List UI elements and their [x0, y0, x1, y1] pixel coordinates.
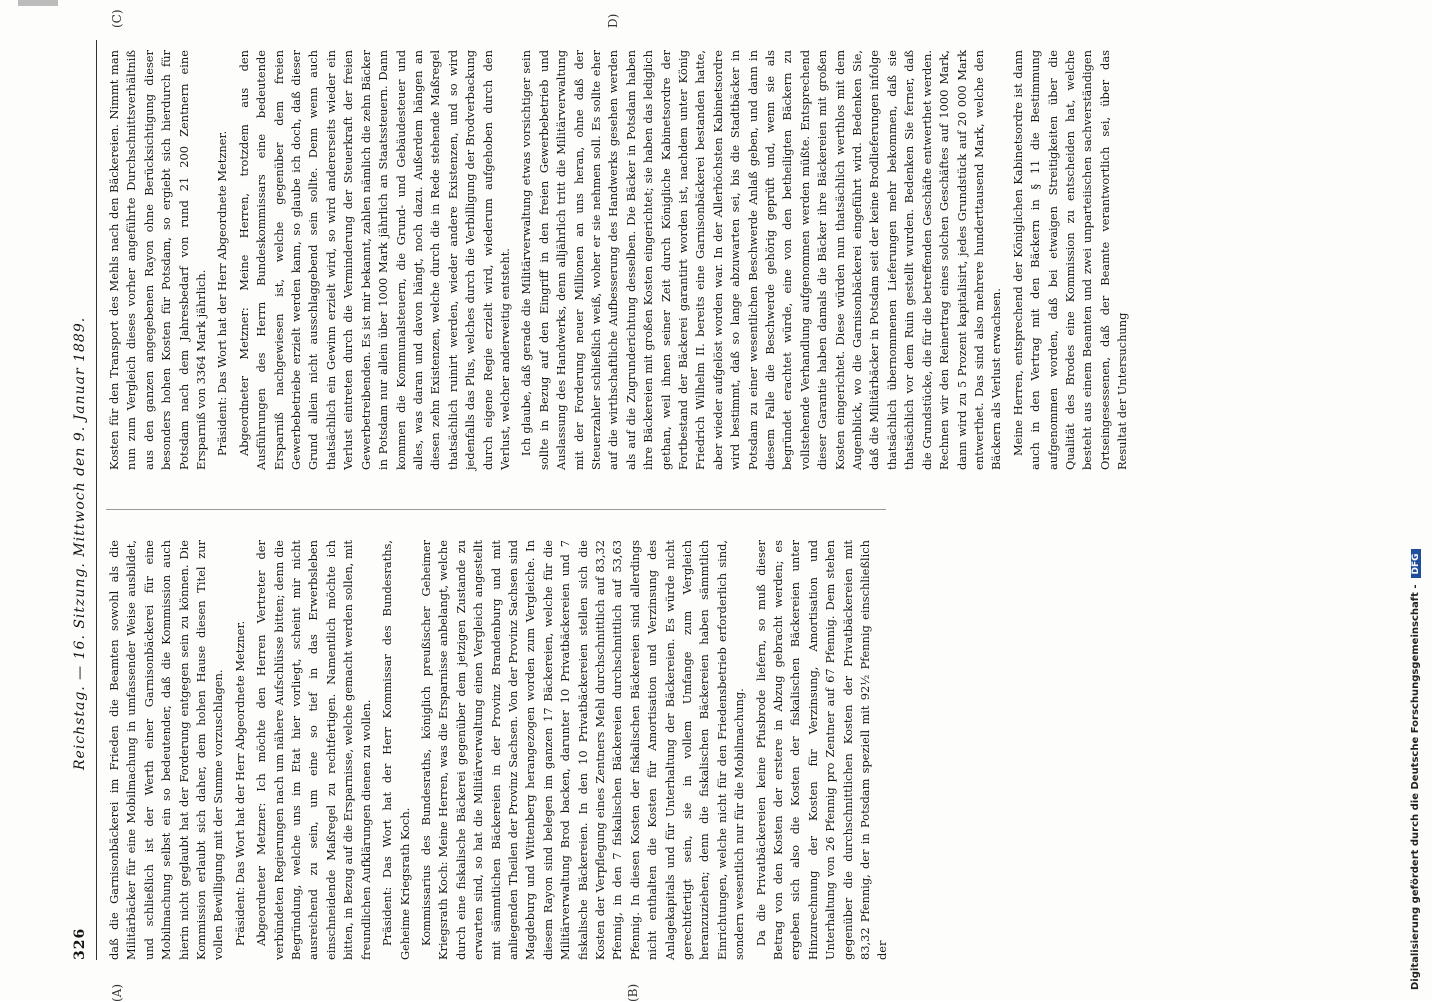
scan-artifact [18, 0, 58, 6]
paragraph: Abgeordneter Metzner: Meine Herren, trotzdem aus den Ausführungen des Herrn Bundeskommissars eine bedeutende Ersparniß nachgewiesen ist, welche gegenüber dem freien Gewerbebetriebe erzielt werden kann, so glaube ich doch, daß dieser Grund allein nicht ausschlaggebend sein sollte. Denn wenn auch thatsächlich ein Gewinn erzielt wird, so wird andererseits wieder ein Verlust eintreten durch die Verminderung der Steuerkraft der freien Gewerbetreibenden. Es ist mir bekannt, zahlen nämlich die zehn Bäcker in Potsdam nur allein über 1000 Mark jährlich an Staatssteuern. Dann kommen die Kommunalsteuern, die Grund- und Gebäudesteuer und alles, was daran und davon hängt, noch dazu. Außerdem hängen an diesen zehn Existenzen, welche durch die in Rede stehende Maßregel thatsächlich ruinirt werden, wieder andere Existenzen, und so wird jedenfalls das Plus, welches durch die Verbilligung der Brodverbackung durch eigene Regie erzielt wird, wiederum aufgehoben durch den Verlust, welcher anderweitig entsteht. [236, 50, 512, 470]
paragraph: Präsident: Das Wort hat der Herr Abgeordnete Metzner. [232, 620, 247, 946]
paragraph: Kosten für den Transport des Mehls nach den Bäckereien. Nimmt man nun zum Vergleich dieses vorher angeführte Durchschnittsverhältniß aus den ganzen angegebenen Rayon ohne Berücksichtigung dieser besonders hohen Kosten für Potsdam, so ergiebt sich hierdurch für Potsdam nach dem Jahresbedarf von rund 21 200 Zentnern eine Ersparniß von 3364 Mark jährlich. [107, 50, 209, 470]
rotated-page-content [66, 9, 1406, 1002]
credit-text: Digitalisierung gefördert durch die Deutsche Forschungsgemeinschaft - [1410, 584, 1421, 990]
dfg-logo: DFG [1411, 549, 1421, 578]
margin-letter-a: (A) [110, 983, 124, 1002]
header-rule [96, 40, 97, 960]
digitization-credit [1410, 10, 1426, 990]
paragraph: daß die Garnisonbäckerei im Frieden die Beamten sowohl als die Militärbäcker für eine Mobilmachung in umfassender Weise ausbildet, und schließlich ist der Werth einer Garnisonbäckerei für eine Mobilmachung selbst ein so bedeutender, daß die Kommission auch hierin nicht geglaubt hat der Forderung entgegen sein zu können. Die Kommission erlaubt sich daher, dem hohen Hause diesen Titel zur vollen Bewilligung mit der Summe vorzuschlagen. [107, 540, 226, 960]
paragraph: Präsident: Das Wort hat der Herr Abgeordnete Metzner. [215, 130, 230, 456]
margin-letter-c: (C) [110, 9, 124, 28]
paragraph: Da die Privatbäckereien keine Pfusbrode liefern, so muß dieser Betrag von den Kosten der erstere in Abzug gebracht werden; es ergeben sich also die Kosten der fiskalischen Bäckereien unter Hinzurechnung der Kosten für Verzinsung, Amortisation und Unterhaltung von 26 Pfennig pro Zentner auf 67 Pfennig. Dem stehen gegenüber die durchschnittlichen Kosten der Privatbäckereien mit 83,32 Pfennig, der in Potsdam speziell mit 92½ Pfennig einschließlich der [753, 540, 890, 960]
paragraph: Abgeordneter Metzner: Ich möchte den Herren Vertreter der verbündeten Regierungen nach um nähere Aufschlüsse bitten; denn die Begründung, welche uns im Etat hier vorliegt, scheint mir nicht ausreichend zu sein, um eine so tief in das Erwerbsleben einschneidende Maßregel zu rechtfertigen. Namentlich möchte ich bitten, in Bezug auf die Ersparnisse, welche gemacht werden sollen, mit freundlichen Aufklärungen dienen zu wollen. [254, 540, 373, 960]
margin-letter-d: D) [606, 13, 620, 28]
text-column-right [106, 50, 1136, 470]
paragraph: Ich glaube, daß gerade die Militärverwaltung etwas vorsichtiger sein sollte in Bezug auf den Eingriff in den freien Gewerbebetrieb und Auslassung des Handwerks, denn alljährlich tritt die Militärverwaltung mit der Forderung neuer Millionen an uns heran, ohne daß der Steuerzahler schließlich weiß, woher er sie nehmen soll. Es sollte eher auf die wirthschaftliche Aufbesserung des Handwerks gesehen werden als auf die Zugrunderichtung desselben. Die Bäcker in Potsdam haben ihre Bäckereien mit großen Kosten eingerichtet; sie haben das lediglich gethan, weil ihnen seiner Zeit durch Königliche Kabinetsordre der Fortbestand der Bäckerei garantirt worden ist, nachdem unter König Friedrich Wilhelm II. bereits eine Garnisonbäckerei bestanden hatte, aber wieder aufgelöst worden war. In der Allerhöchsten Kabinetsordre wird bestimmt, daß so lange abzuwarten sei, bis die Stadtbäcker in Potsdam zu einer wesentlichen Beschwerde Anlaß geben, und dann in diesem Falle die Beschwerde gehörig geprüft und, wenn sie als begründet erachtet würde, eine von den betheiligten Bäckern zu vollstehende Verhandlung aufgenommen werden müßte. Entsprechend dieser Garantie haben damals die Bäcker ihre Bäckereien mit großen Kosten eingerichtet. Diese würden nun thatsächlich werthlos mit dem Augenblick, wo die Garnisonbäckerei eingeführt wird. Bedenken Sie, daß die Militärbäcker in Potsdam seit der keine Brodlieferungen infolge thatsächlich übernommenen Lieferungen mehr bekommen, daß sie thatsächlich vor dem Ruin gestellt wurden. Bedenken Sie ferner, daß die Grundstücke, die für die betreffenden Geschäfte entwerthet werden. Rechnen wir den Reinertrag eines solchen Geschäftes auf 1000 Mark, dann wird zu 5 Prozent kapitalisirt, jedes Grundstück auf 20 000 Mark entwerthet. Das sind also mehrere hunderttausend Mark, welche den Bäckern als Verlust erwachsen. [519, 50, 1004, 470]
running-title: Reichstag. — 16. Sitzung. Mittwoch den 9. Januar 1889. [72, 316, 88, 770]
text-column-left [106, 540, 896, 960]
paragraph: Kommissarius des Bundesraths, königlich preußischer Geheimer Kriegsrath Koch: Meine Herren, was die Ersparnisse anbelangt, welche durch eine fiskalische Bäckerei gegenüber dem jetzigen Zustande zu erwarten sind, so hat die Militärverwaltung einen Vergleich angestellt mit sämmtlichen Bäckereien in der Provinz Brandenburg und mit anliegenden Theilen der Provinz Sachsen. Von der Provinz Sachsen sind Magdeburg und Wittenberg herangezogen worden zum Vergleiche. In diesem Rayon sind belegen im ganzen 17 Bäckereien, welche für die Militärverwaltung Brod backen, darunter 10 Privatbäckereien und 7 fiskalische Bäckereien. In den 10 Privatbäckereien stellen sich die Kosten der Verpflegung eines Zentners Mehl durchschnittlich auf 83,32 Pfennig, in den 7 fiskalischen Bäckereien durchschnittlich auf 53,63 Pfennig. In diesen Kosten der fiskalischen Bäckereien sind allerdings nicht enthalten die Kosten für Amortisation und Verzinsung des Anlagekapitals und für Unterhaltung der Bäckereien. Es würde nicht gerechtfertigt sein, sie in vollem Umfange zum Vergleich heranzuziehen; denn die fiskalischen Bäckereien haben sämmtlich Einrichtungen, welche nicht für den Friedensbetrieb erforderlich sind, sondern wesentlich nur für die Mobilmachung. [418, 540, 747, 960]
paragraph: Präsident: Das Wort hat der Herr Kommissar des Bundesraths, Geheime Kriegsrath Koch. [380, 540, 412, 960]
margin-letter-b: (B) [626, 983, 640, 1002]
page-header [66, 40, 94, 960]
page-number: 326 [72, 927, 88, 960]
column-divider [106, 509, 886, 510]
paragraph: Meine Herren, entsprechend der Königlichen Kabinetsordre ist dann auch in den Vertrag mit den Bäckern in § 11 die Bestimmung aufgenommen worden, daß bei etwaigen Streitigkeiten über die Qualität des Brodes eine Kommission zu entscheiden hat, welche besteht aus einem Beamten und zwei unparteiischen sachverständigen Ortseingesessenen, daß der Beamte verantwortlich sei, über das Resultat der Untersuchung [1010, 50, 1130, 470]
